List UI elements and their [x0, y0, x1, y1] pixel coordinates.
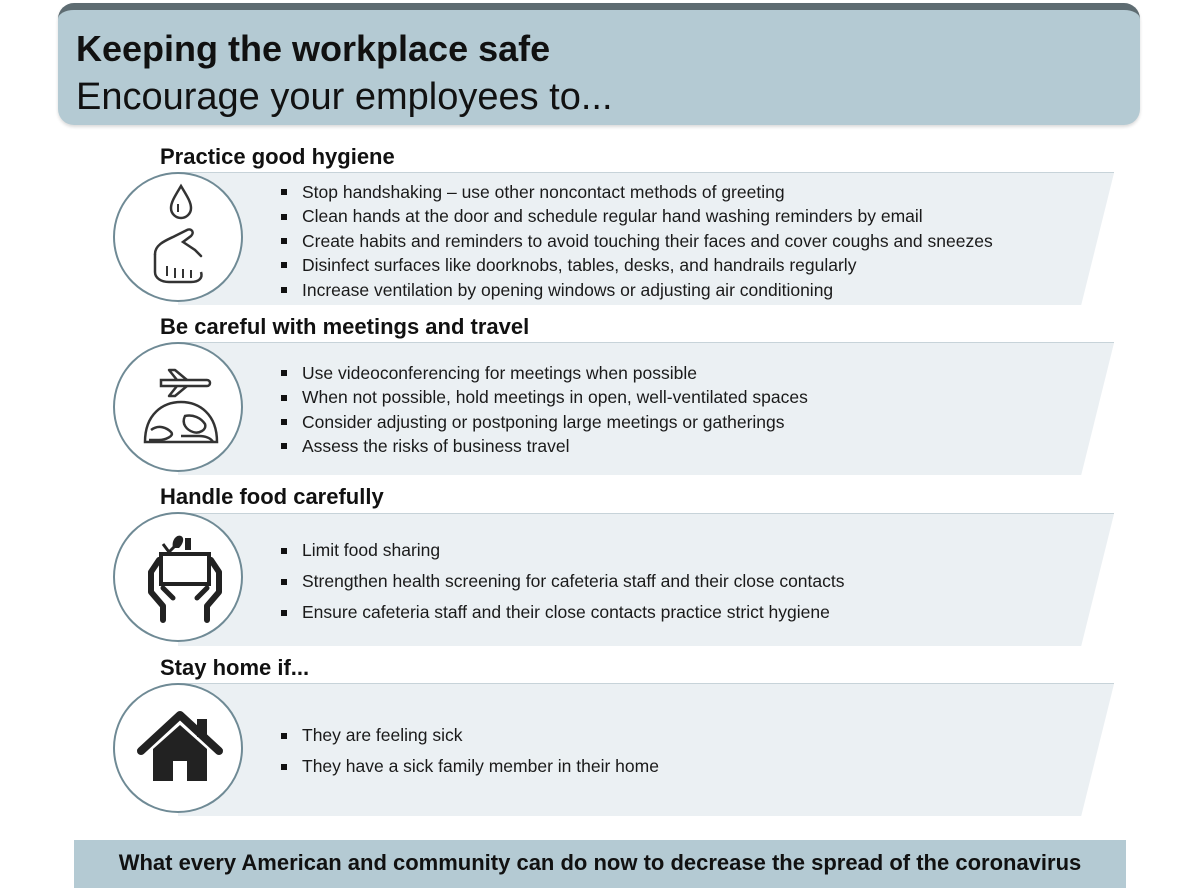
section-divider [178, 683, 1114, 684]
list-item: Ensure cafeteria staff and their close contacts practice strict hygiene [280, 597, 845, 628]
header-banner [58, 3, 1140, 125]
section-divider [178, 513, 1114, 514]
section-icon-circle [113, 172, 243, 302]
stay-home-bullet-list [280, 720, 659, 782]
hand-washing-icon [115, 174, 245, 304]
footer-text: What every American and community can do now to decrease the spread of the coronavirus [118, 850, 1082, 875]
section-title-stay-home: Stay home if... [160, 655, 310, 680]
section-divider [178, 172, 1114, 173]
section-icon-circle [113, 512, 243, 642]
hygiene-bullet-list [280, 180, 993, 302]
list-item: Increase ventilation by opening windows or adjusting air conditioning [280, 278, 993, 302]
section-title-food: Handle food carefully [160, 484, 384, 509]
food-bullet-list [280, 535, 845, 628]
list-item: Disinfect surfaces like doorknobs, tables, desks, and handrails regularly [280, 253, 993, 277]
airplane-globe-icon [115, 344, 245, 474]
list-item: Clean hands at the door and schedule regular hand washing reminders by email [280, 204, 993, 228]
list-item: Limit food sharing [280, 535, 845, 566]
list-item: Use videoconferencing for meetings when possible [280, 361, 808, 385]
list-item: Assess the risks of business travel [280, 434, 808, 458]
section-divider [178, 342, 1114, 343]
house-icon [115, 685, 245, 815]
list-item: Stop handshaking – use other noncontact methods of greeting [280, 180, 993, 204]
section-title-meetings: Be careful with meetings and travel [160, 314, 530, 339]
list-item: They have a sick family member in their home [280, 751, 659, 782]
section-icon-circle [113, 342, 243, 472]
section-icon-circle [113, 683, 243, 813]
list-item: They are feeling sick [280, 720, 659, 751]
page-title: Keeping the workplace safe [76, 28, 551, 69]
list-item: Strengthen health screening for cafeteria staff and their close contacts [280, 566, 845, 597]
list-item: Create habits and reminders to avoid touching their faces and cover coughs and sneezes [280, 229, 993, 253]
meetings-bullet-list [280, 361, 808, 459]
list-item: Consider adjusting or postponing large meetings or gatherings [280, 410, 808, 434]
section-title-hygiene: Practice good hygiene [160, 144, 395, 169]
page-subtitle: Encourage your employees to... [76, 76, 613, 118]
footer-banner [74, 840, 1126, 888]
food-in-hands-icon [115, 514, 245, 644]
list-item: When not possible, hold meetings in open, well-ventilated spaces [280, 385, 808, 409]
